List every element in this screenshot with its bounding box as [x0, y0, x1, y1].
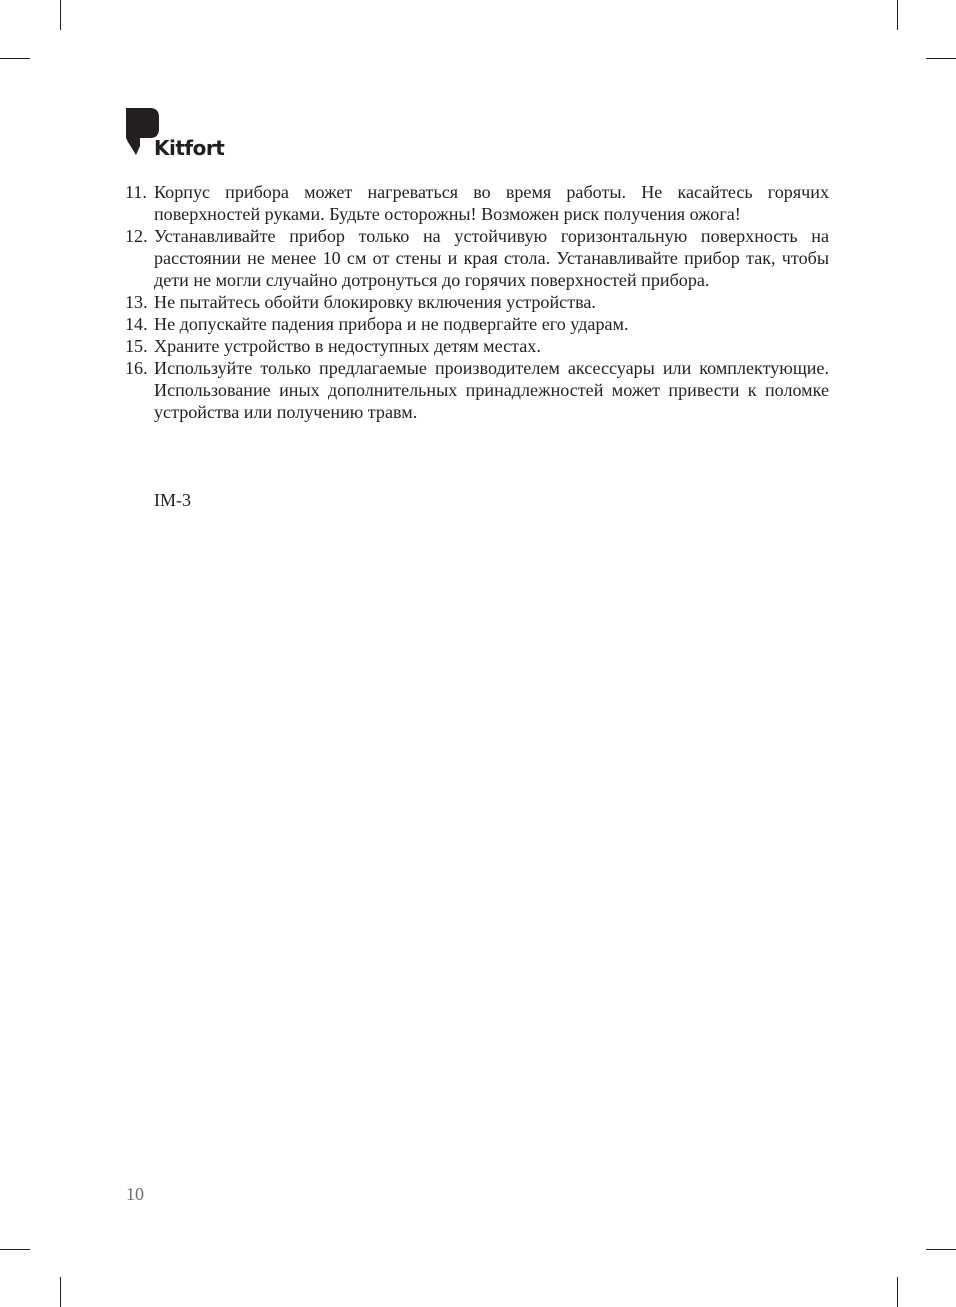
page-number: 10 — [126, 1184, 144, 1204]
list-item — [125, 225, 829, 291]
model-code: IM-3 — [154, 490, 191, 510]
list-item — [125, 313, 829, 335]
item-text: Храните устройство в недоступных детям местах. — [154, 336, 541, 356]
item-text: Не пытайтесь обойти блокировку включения устройства. — [154, 292, 596, 312]
crop-mark-top-left-h — [0, 58, 30, 59]
item-number: 13. — [125, 292, 148, 312]
item-number: 15. — [125, 336, 148, 356]
item-number: 11. — [125, 182, 147, 202]
item-text: Устанавливайте прибор только на устойчивую горизонтальную поверхность на расстоянии не менее 10 см от стены и края стола. Устанавливайте прибор так, чтобы дети не могли случайно дотронуться до горячих поверхностей прибора. — [154, 226, 829, 290]
crop-mark-bottom-right-h — [926, 1249, 956, 1250]
crop-mark-bottom-right — [897, 1277, 898, 1307]
crop-mark-top-right-h — [926, 58, 956, 59]
list-item — [125, 335, 829, 357]
item-number: 12. — [125, 226, 148, 246]
item-text: Не допускайте падения прибора и не подвергайте его ударам. — [154, 314, 629, 334]
list-item — [125, 357, 829, 423]
item-text: Корпус прибора может нагреваться во время работы. Не касайтесь горячих поверхностей руками. Будьте осторожны! Возможен риск получения ожога! — [154, 182, 829, 224]
brand-name: Kitfort — [154, 136, 225, 160]
crop-mark-bottom-left-h — [0, 1249, 30, 1250]
item-number: 16. — [125, 358, 148, 378]
safety-instructions-list — [125, 181, 829, 423]
crop-mark-top-left — [60, 0, 61, 30]
brand-logo — [126, 108, 246, 158]
crop-mark-bottom-left — [60, 1277, 61, 1307]
crop-mark-top-right — [897, 0, 898, 30]
item-text: Используйте только предлагаемые производителем аксессуары или комплектующие. Использование иных дополнительных принадлежностей может привести к поломке устройства или получению травм. — [154, 358, 829, 422]
item-number: 14. — [125, 314, 148, 334]
list-item — [125, 291, 829, 313]
list-item — [125, 181, 829, 225]
